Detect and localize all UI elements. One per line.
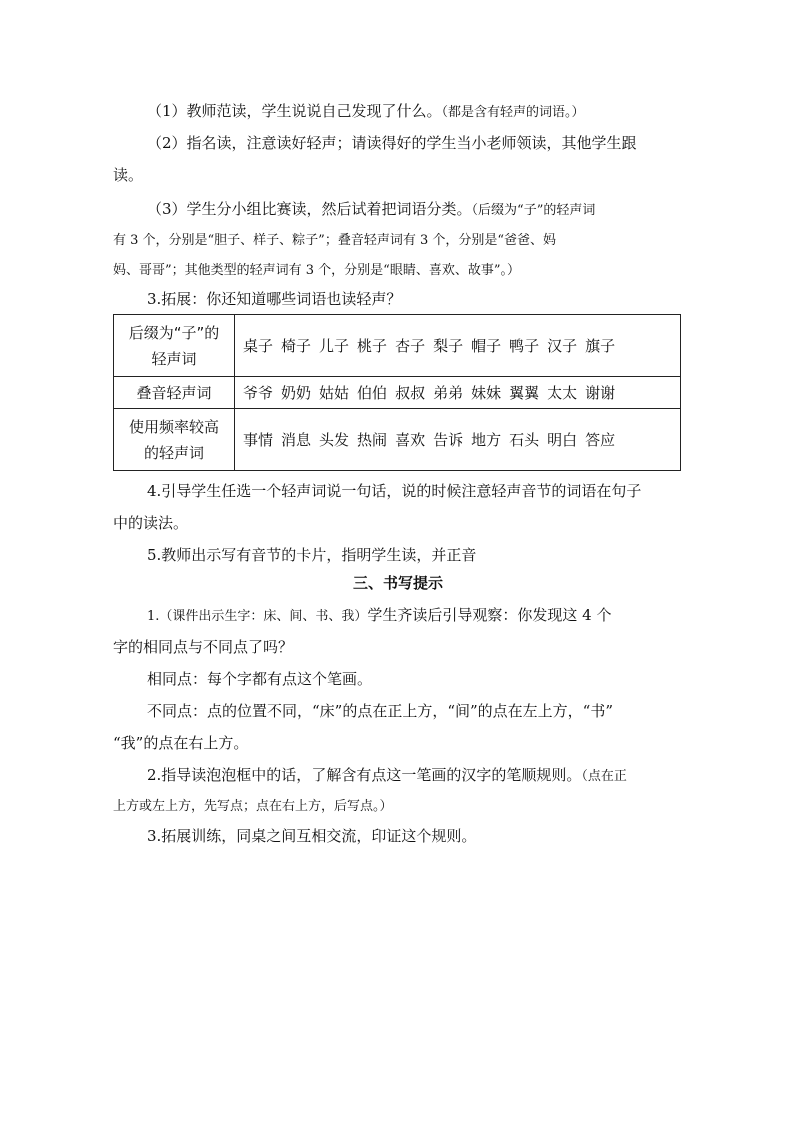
paragraph-7-line-2: 字的相同点与不同点了吗？ <box>113 638 294 656</box>
word: 爷爷 <box>243 384 274 402</box>
table-category-cell <box>114 315 235 377</box>
table-row <box>114 377 681 409</box>
word: 翼翼 <box>509 384 540 402</box>
category-line: 叠音轻声词 <box>136 383 212 402</box>
category-line: 后缀为“子”的 <box>128 323 220 342</box>
paragraph-1-text: （1）教师范读，学生说说自己发现了什么。 <box>147 102 442 120</box>
word: 桌子 <box>243 337 274 355</box>
category-line: 使用频率较高 <box>128 417 219 436</box>
paragraph-2-line-2: 读。 <box>113 166 144 184</box>
paragraph-1-note: （都是含有轻声的词语。） <box>441 105 585 120</box>
word: 鸭子 <box>509 337 540 355</box>
word: 椅子 <box>281 337 312 355</box>
table-words-cell <box>235 315 681 377</box>
word: 石头 <box>509 431 540 449</box>
paragraph-9-line-2: “我”的点在右上方。 <box>113 734 249 752</box>
word: 汉子 <box>547 337 578 355</box>
table-category-cell <box>114 409 235 471</box>
table-row <box>114 315 681 377</box>
word: 叔叔 <box>395 384 426 402</box>
table-category-cell <box>114 377 235 409</box>
paragraph-3-line-2: 有 3 个，分别是“胆子、样子、粽子”；叠音轻声词有 3 个，分别是“爸爸、妈 <box>113 233 557 248</box>
word: 帽子 <box>471 337 502 355</box>
paragraph-10-line-2: 上方或左上方，先写点；点在右上方，后写点。） <box>113 799 393 814</box>
word: 梨子 <box>433 337 464 355</box>
paragraph-3-line-1 <box>113 193 683 227</box>
word: 姑姑 <box>319 384 350 402</box>
word: 答应 <box>585 431 616 449</box>
paragraph-7-line-1 <box>113 599 683 633</box>
paragraph-11: 3.拓展训练，同桌之间互相交流，印证这个规则。 <box>147 827 477 845</box>
word: 告诉 <box>433 431 464 449</box>
word: 妹妹 <box>471 384 502 402</box>
paragraph-5-line-2: 中的读法。 <box>113 514 189 532</box>
paragraph-4: 3.拓展：你还知道哪些词语也读轻声？ <box>147 290 402 308</box>
paragraph-10-line-1 <box>113 759 683 793</box>
word: 弟弟 <box>433 384 464 402</box>
word: 伯伯 <box>357 384 388 402</box>
table-words-cell <box>235 377 681 409</box>
paragraph-7-text: 学生齐读后引导观察：你发现这 4 个 <box>367 606 612 624</box>
word: 儿子 <box>319 337 350 355</box>
table-row <box>114 409 681 471</box>
word: 太太 <box>547 384 578 402</box>
word: 头发 <box>319 431 350 449</box>
category-line: 轻声词 <box>151 349 197 368</box>
word: 热闹 <box>357 431 388 449</box>
section-heading: 三、书写提示 <box>352 574 443 592</box>
paragraph-6: 5.教师出示写有音节的卡片，指明学生读，并正音 <box>147 546 477 564</box>
word: 地方 <box>471 431 502 449</box>
word: 旗子 <box>585 337 616 355</box>
paragraph-7-note: 1.（课件出示生字：床、间、书、我） <box>147 609 368 624</box>
light-tone-words-table <box>113 314 681 471</box>
paragraph-9-line-1: 不同点：点的位置不同，“床”的点在正上方，“间”的点在左上方，“书” <box>147 702 614 720</box>
paragraph-3-note: （后缀为“子”的轻声词 <box>471 203 596 218</box>
paragraph-5-line-1: 4.引导学生任选一个轻声词说一句话，说的时候注意轻声音节的词语在句子 <box>147 482 642 500</box>
paragraph-10-text: 2.指导读泡泡框中的话，了解含有点这一笔画的汉字的笔顺规则。 <box>147 766 582 784</box>
paragraph-2-line-1: （2）指名读，注意读好轻声；请读得好的学生当小老师领读，其他学生跟 <box>147 134 637 152</box>
word: 奶奶 <box>281 384 312 402</box>
paragraph-1 <box>113 95 683 129</box>
word: 事情 <box>243 431 274 449</box>
word: 明白 <box>547 431 578 449</box>
table-words-cell <box>235 409 681 471</box>
category-line: 的轻声词 <box>143 443 204 462</box>
word: 消息 <box>281 431 312 449</box>
word: 杏子 <box>395 337 426 355</box>
paragraph-10-note: （点在正 <box>581 769 627 784</box>
paragraph-3-text: （3）学生分小组比赛读，然后试着把词语分类。 <box>147 200 472 218</box>
word: 谢谢 <box>585 384 616 402</box>
paragraph-3-line-3: 妈、哥哥”；其他类型的轻声词有 3 个，分别是“眼睛、喜欢、故事”。） <box>113 263 520 278</box>
paragraph-8: 相同点：每个字都有点这个笔画。 <box>147 670 373 688</box>
word: 喜欢 <box>395 431 426 449</box>
word: 桃子 <box>357 337 388 355</box>
